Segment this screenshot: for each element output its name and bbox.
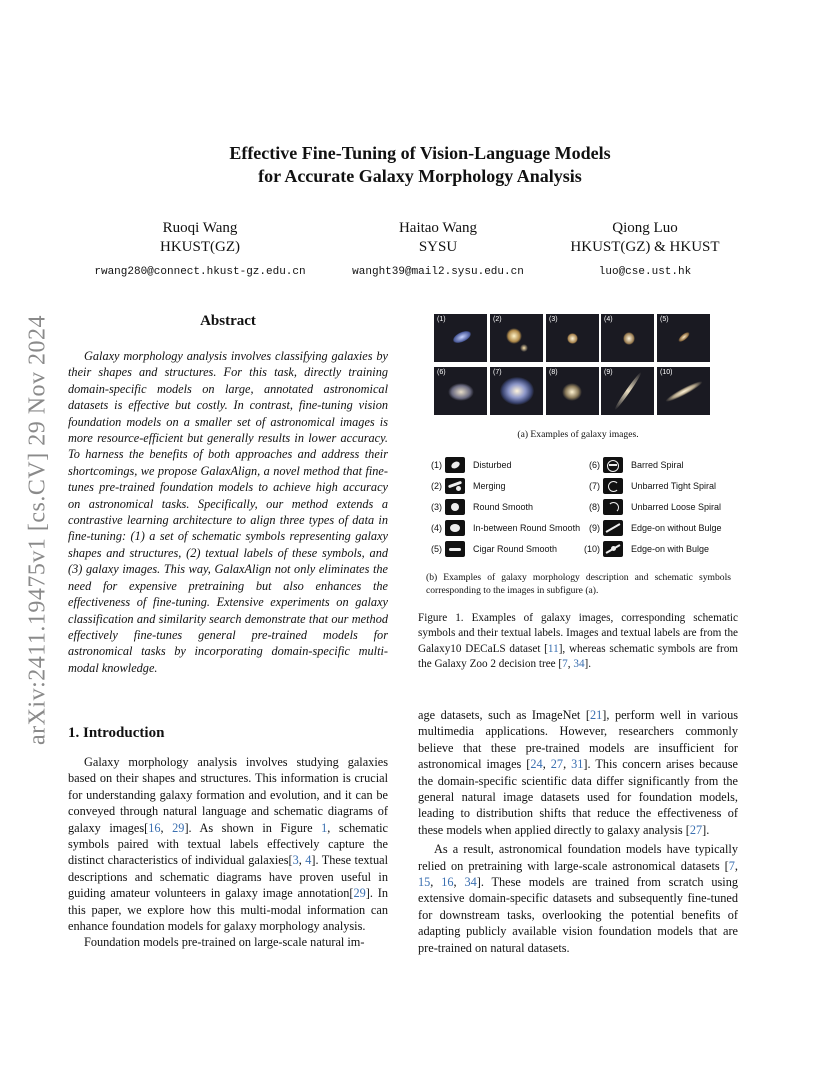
symbol-row-10: (10) Edge-on with Bulge <box>576 540 709 558</box>
galaxy-image-10: (10) <box>657 367 710 415</box>
galaxy-image-4: (4) <box>601 314 654 362</box>
galaxy-image-6: (6) <box>434 367 487 415</box>
in-between-round-smooth-icon <box>445 520 465 536</box>
galaxy-image-8: (8) <box>546 367 599 415</box>
symbol-row-7: (7) Unbarred Tight Spiral <box>576 477 716 495</box>
unbarred-loose-spiral-icon <box>603 499 623 515</box>
citation-link[interactable]: 3 <box>292 853 299 868</box>
abstract-text: Galaxy morphology analysis involves classifying galaxies by their shapes and structures. For this task, directly training domain-specific models on large, annotated astronomical datasets is effective but costly. In contrast, fine-tuning vision foundation models on a smaller set of astronomical images is more resource-efficient but generally results in lower accuracy. To harness the benefits of both approaches and address their shortcomings, we propose GalaxAlign, a novel method that fine-tunes pre-trained foundation models to achieve high accuracy on astronomical tasks. Specifically, our method extends a contrastive learning architecture to align three types of data in fine-tuning: (1) a set of schematic symbols representing galaxy shapes and structures, (2) textual labels of these symbols, and (3) galaxy images. This way, GalaxAlign not only eliminates the need for expensive pretraining but also enhances the effectiveness of fine-tuning. Extensive experiments on galaxy classification and similarity search demonstrate that our method effectively fine-tunes general pre-trained models for astronomical tasks by incorporating domain-specific multi-modal knowledge. <box>68 349 388 675</box>
author-3 <box>545 219 745 282</box>
galaxy-image-1: (1) <box>434 314 487 362</box>
barred-spiral-icon <box>603 457 623 473</box>
figure-reference-link[interactable]: 1 <box>321 820 328 835</box>
symbol-row-3: (3) Round Smooth <box>418 498 533 516</box>
symbol-row-8: (8) Unbarred Loose Spiral <box>576 498 721 516</box>
edge-on-with-bulge-icon <box>603 541 623 557</box>
author-1 <box>75 219 325 282</box>
arxiv-stamp <box>14 270 62 790</box>
author-email[interactable]: luo@cse.ust.hk <box>598 266 692 278</box>
subcaption-b: (b) Examples of galaxy morphology description and schematic symbols corresponding to the images in subfigure (a). <box>426 572 731 596</box>
citation-link[interactable]: 29 <box>172 820 185 835</box>
author-2 <box>318 219 558 282</box>
subcaption-a: (a) Examples of galaxy images. <box>517 429 639 440</box>
citation-link[interactable]: 31 <box>571 757 584 772</box>
abstract-heading: Abstract <box>200 313 256 329</box>
symbol-row-5: (5) Cigar Round Smooth <box>418 540 557 558</box>
title-line-2: for Accurate Galaxy Morphology Analysis <box>258 166 582 186</box>
round-smooth-icon <box>445 499 465 515</box>
figure-caption: Figure 1. Examples of galaxy images, corresponding schematic symbols and their textual labels. Images and textual labels are from the Galaxy10 DECaLS dataset [11], whereas schematic symbols are from the Galaxy Zoo 2 decision tree [7, 34]. <box>418 612 738 671</box>
symbol-row-9: (9) Edge-on without Bulge <box>576 519 722 537</box>
galaxy-image-grid <box>434 314 710 415</box>
abstract-body <box>68 348 388 676</box>
merging-icon <box>445 478 465 494</box>
intro-body <box>68 754 388 951</box>
galaxy-image-7: (7) <box>490 367 543 415</box>
citation-link[interactable]: 24 <box>530 757 543 772</box>
galaxy-image-5: (5) <box>657 314 710 362</box>
unbarred-tight-spiral-icon <box>603 478 623 494</box>
symbol-row-2: (2) Merging <box>418 477 506 495</box>
author-name: Ruoqi Wang <box>162 220 238 236</box>
galaxy-image-9: (9) <box>601 367 654 415</box>
citation-link[interactable]: 27 <box>550 757 564 772</box>
author-affiliation: HKUST(GZ) & HKUST <box>570 239 720 255</box>
galaxy-image-3: (3) <box>546 314 599 362</box>
citation-link[interactable]: 15 <box>418 875 431 890</box>
author-name: Qiong Luo <box>612 220 678 236</box>
symbol-row-1: (1) Disturbed <box>418 456 512 474</box>
author-name: Haitao Wang <box>398 220 478 236</box>
intro-paragraph-2: Foundation models pre-trained on large-scale natural im- <box>84 935 365 950</box>
citation-link[interactable]: 7 <box>562 658 568 671</box>
symbol-row-6: (6) Barred Spiral <box>576 456 684 474</box>
arxiv-id: arXiv:2411.19475v1 [cs.CV] 29 Nov 2024 <box>24 314 51 746</box>
right-column-body <box>418 707 738 956</box>
citation-link[interactable]: 29 <box>353 886 366 901</box>
author-email[interactable]: rwang280@connect.hkust-gz.edu.cn <box>94 266 306 278</box>
symbol-row-4: (4) In-between Round Smooth <box>418 519 580 537</box>
author-affiliation: HKUST(GZ) <box>160 239 240 255</box>
edge-on-without-bulge-icon <box>603 520 623 536</box>
disturbed-icon <box>445 457 465 473</box>
citation-link[interactable]: 21 <box>589 708 603 722</box>
citation-link[interactable]: 27 <box>689 822 703 837</box>
intro-paragraph-1: Galaxy morphology analysis involves studying galaxies based on their shapes and structures. This information is crucial for understanding galaxy formation and evolution, and it can be conveyed through natural language and schematic diagrams of galaxy images[16, 29]. As shown in Figure 1, schematic symbols paired with textual labels effectively capture the distinct characteristics of individual galaxies[3, 4]. These textual descriptions and schematic diagrams have proven useful in guiding amateur volunteers in galaxy image annotation[29]. In this paper, we explore how this multi-modal information can enhance foundation models for galaxy morphology analysis. <box>68 755 389 934</box>
title-line-1: Effective Fine-Tuning of Vision-Language Models <box>229 143 611 163</box>
author-email[interactable]: wanght39@mail2.sysu.edu.cn <box>352 266 524 278</box>
citation-link[interactable]: 16 <box>148 820 161 835</box>
citation-link[interactable]: 4 <box>305 853 312 868</box>
citation-link[interactable]: 34 <box>573 658 585 671</box>
author-affiliation: SYSU <box>418 239 458 255</box>
citation-link[interactable]: 34 <box>464 875 477 890</box>
citation-link[interactable]: 7 <box>728 858 735 873</box>
right-paragraph-2: As a result, astronomical foundation models have typically relied on pretraining with large-scale astronomical datasets [7, 15, 16, 34]. These models are trained from scratch using extensive domain-specific datasets and subsequently fine-tuned for downstream tasks, overlooking the potential benefits of adapting publicly available vision foundation models that are pre-trained on natural datasets. <box>418 842 738 955</box>
paper-title <box>120 142 720 188</box>
galaxy-image-2: (2) <box>490 314 543 362</box>
cigar-round-smooth-icon <box>445 541 465 557</box>
right-paragraph-1: age datasets, such as ImageNet [21], perform well in various multimedia applications. However, researchers commonly believe that these pre-trained models are insufficient for astronomical images [24, 27, 31]. This concern arises because the domain-specific scientific data differ significantly from the general natural image datasets used for foundation models, leading to distribution shifts that reduce the effectiveness of these models when applied directly to galaxy analysis [27]. <box>418 708 739 837</box>
section-heading-introduction: 1. Introduction <box>68 725 165 741</box>
citation-link[interactable]: 16 <box>441 875 454 890</box>
citation-link[interactable]: 11 <box>547 642 559 655</box>
